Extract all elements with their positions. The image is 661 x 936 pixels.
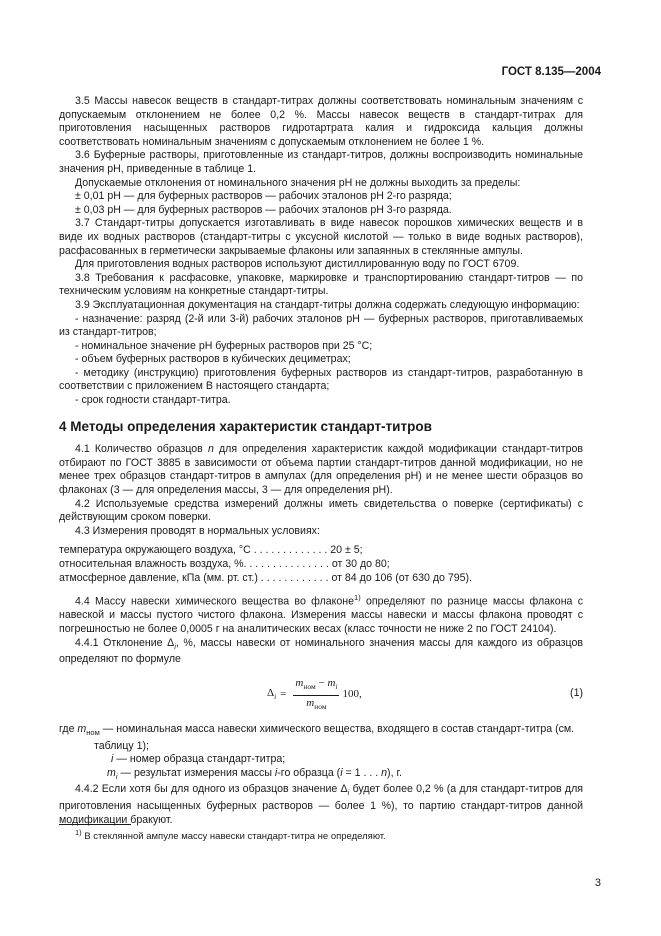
- formula-expression: $\Delta_i$ = $\frac{m_{ном} - m_i}{m_{ном}}$ 100,: [267, 677, 362, 714]
- paragraph-4-4: 4.4 Массу навески химического вещества во флаконе$^{1)}$ определяют по разнице массы флакона с навеской и массы пустого чистого флакона. Измерения массы навески и массы флакона проводят с погрешностью не более 0,0005 г на аналитических весах (класс точности не ниже 2 по ГОСТ 24104).: [59, 593, 583, 635]
- paragraph-4-4-1: 4.4.1 Отклонение $\Delta_i$, %, массы навески от номинального значения массы для каждого из образцов определяют по формуле: [59, 636, 583, 666]
- formula-legend: где $m_{ном}$ — номинальная масса навески химического вещества, входящего в состав стандарт-титра (см. таблицу 1); i — номер образца стандарт-титра; $m_i$ — результат измерения массы i-го образца (i = 1 . . . n), г.: [59, 722, 575, 781]
- page-number: 3: [594, 877, 601, 889]
- paragraph-3-7: 3.7 Стандарт-титры допускается изготавливать в виде навесок порошков химических веществ и в виде их водных растворов (стандарт-титры с уксусной кислотой — только в виде водных растворов), расфасованных в герметически закрываемые флаконы или запаянных в стеклянные ампулы.: [59, 217, 583, 257]
- conditions-list: [59, 544, 583, 585]
- paragraph-4-4-2: 4.4.2 Если хотя бы для одного из образцов значение $\Delta_i$ будет более 0,2 % (а для стандарт-титров для приготовления насыщенных буферных растворов — более 1 %), то партию стандарт-титров данной модификации бракуют.: [59, 783, 583, 826]
- paragraph-3-6: 3.6 Буферные растворы, приготовленные из стандарт-титров, должны воспроизводить номинальные значения pH, приведенные в таблице 1.: [59, 149, 583, 175]
- paragraph-3-9: 3.9 Эксплуатационная документация на стандарт-титры должна содержать следующую информацию:: [75, 298, 580, 311]
- condition-pressure: атмосферное давление, кПа (мм. рт. ст.) . . . . . . . . . . . . от 84 до 106 (от 630 до 795).: [59, 571, 473, 584]
- footnote-ref: 1): [354, 593, 361, 603]
- paragraph-3-6-rank3: ± 0,03 pH — для буферных растворов — рабочих эталонов pH 3-го разряда.: [75, 203, 452, 216]
- equation-number: (1): [570, 686, 583, 699]
- paragraph-3-6-rank2: ± 0,01 pH — для буферных растворов — рабочих эталонов pH 2-го разряда;: [75, 190, 452, 203]
- paragraph-4-3: 4.3 Измерения проводят в нормальных условиях:: [75, 524, 320, 537]
- section-4-heading: 4 Методы определения характеристик стандарт-титров: [59, 418, 432, 434]
- list-item: - срок годности стандарт-титра.: [75, 394, 231, 407]
- paragraph-3-5: 3.5 Массы навесок веществ в стандарт-титрах должны соответствовать номинальным значениям с допускаемым отклонением не более 0,2 %. Массы навесок веществ в стандарт-титрах для приготовления насыщенных растворов гидротартрата калия и гидроксида кальция должны соответствовать номинальным значениям с допускаемым отклонением не более 1 %.: [59, 95, 583, 148]
- paragraph-3-8: 3.8 Требования к расфасовке, упаковке, маркировке и транспортированию стандарт-титров — по техническим условиям на конкретные стандарт-титры.: [59, 271, 583, 298]
- paragraph-3-7-water: Для приготовления водных растворов используют дистиллированную воду по ГОСТ 6709.: [75, 258, 520, 271]
- paragraph-3-6-tolerance: Допускаемые отклонения от номинального значения pH не должны выходить за пределы:: [75, 176, 521, 189]
- list-item: - назначение: разряд (2-й или 3-й) рабочих эталонов pH — буферных растворов, приготавливаемых из стандарт-титров;: [59, 312, 583, 339]
- standard-header: ГОСТ 8.135—2004: [501, 66, 601, 78]
- formula-fraction: $\frac{m_{ном} - m_i}{m_{ном}}$: [295, 676, 338, 711]
- paragraph-4-1: 4.1 Количество образцов n для определения характеристик каждой модификации стандарт-титров отбирают по ГОСТ 3885 в зависимости от объема партии стандарт-титров данной модификации, но не менее трех образцов стандарт-титров в ампулах (для определения pH) и не менее шести образцов во флаконах (3 — для определения массы, 3 — для определения pH).: [59, 443, 583, 497]
- list-item: - объем буферных растворов в кубических дециметрах;: [75, 353, 351, 366]
- condition-humidity: относительная влажность воздуха, %. . . . . . . . . . . . . . . от 30 до 80;: [59, 558, 390, 570]
- document-body: [59, 95, 583, 827]
- list-item: - номинальное значение pH буферных растворов при 25 °C;: [75, 339, 373, 352]
- footnote: $^{1)}$ В стеклянной ампуле массу навески стандарт-титра не определяют.: [75, 828, 386, 843]
- footnote-divider: [59, 824, 131, 825]
- formula-1: [59, 673, 583, 715]
- paragraph-4-2: 4.2 Используемые средства измерений должны иметь свидетельства о поверке (сертификаты) с действующим сроком поверки.: [59, 497, 583, 524]
- condition-temperature: температура окружающего воздуха, °C . . . . . . . . . . . . . 20 ± 5;: [59, 544, 363, 557]
- list-item: - методику (инструкцию) приготовления буферных растворов из стандарт-титров, разработанную в соответствии с приложением В настоящего стандарта;: [59, 366, 583, 393]
